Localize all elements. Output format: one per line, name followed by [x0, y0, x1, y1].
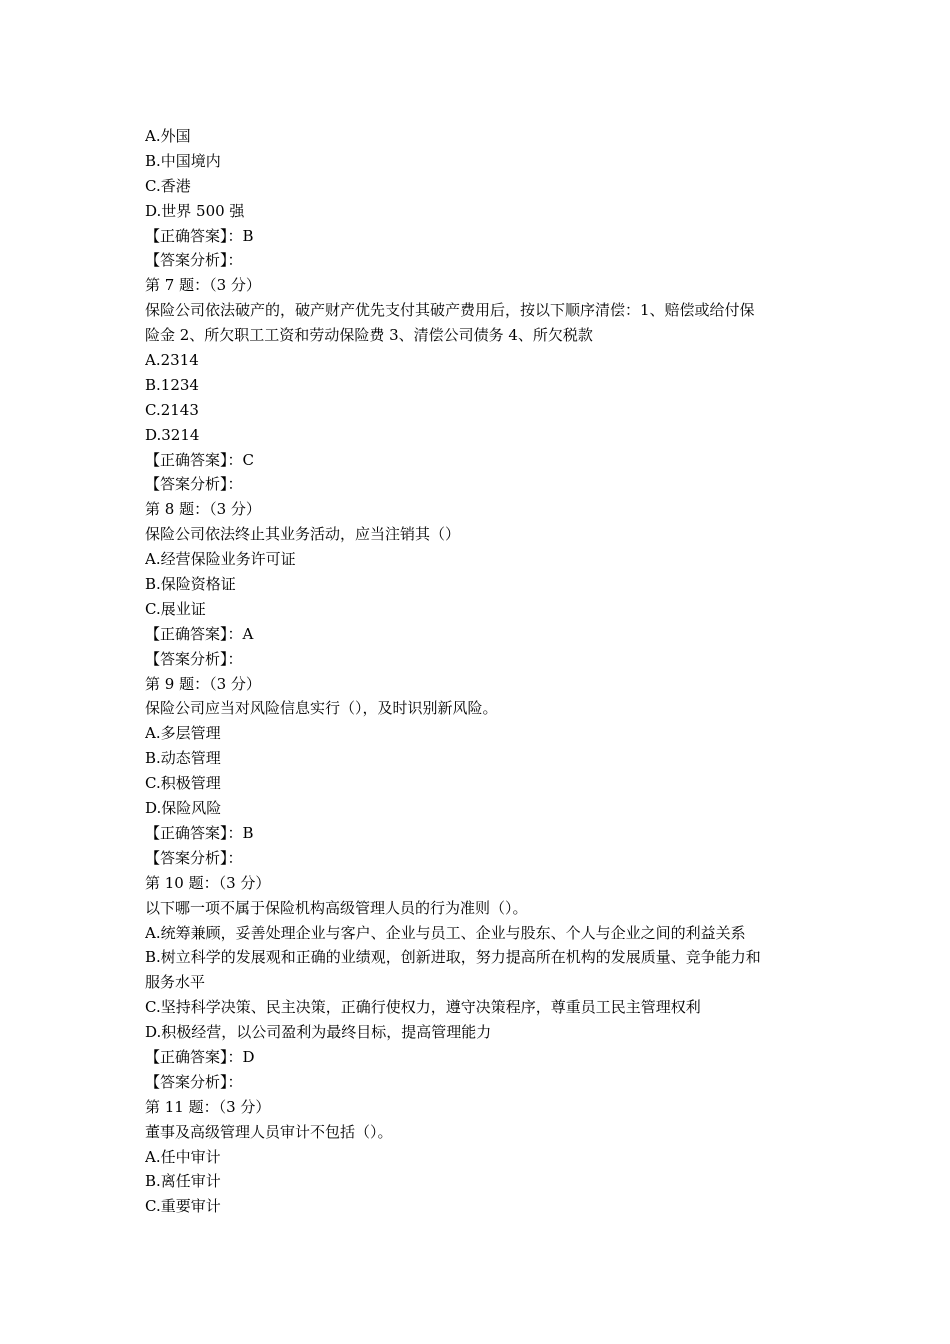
text-line: 第 7 题：（3 分） — [145, 276, 261, 295]
text-line: 【正确答案】：D — [145, 1047, 255, 1066]
text-line: A.经营保险业务许可证 — [145, 550, 296, 569]
text-line: 【答案分析】： — [145, 251, 243, 270]
text-line: 董事及高级管理人员审计不包括（）。 — [145, 1122, 393, 1141]
text-line: A.任中审计 — [145, 1147, 221, 1166]
text-line: C.重要审计 — [145, 1197, 221, 1216]
text-line: D.3214 — [145, 425, 200, 444]
text-line: C.坚持科学决策、民主决策，正确行使权力，遵守决策程序，尊重员工民主管理权利 — [145, 998, 701, 1017]
text-line: 第 9 题：（3 分） — [145, 674, 261, 693]
text-line: D.世界 500 强 — [145, 201, 245, 220]
text-line: 第 11 题：（3 分） — [145, 1097, 271, 1116]
text-line: C.积极管理 — [145, 774, 221, 793]
text-line: 【正确答案】：A — [145, 624, 254, 643]
text-line: B.中国境内 — [145, 151, 221, 170]
text-line: 以下哪一项不属于保险机构高级管理人员的行为准则（）。 — [145, 898, 528, 917]
text-line: 【正确答案】：B — [145, 823, 254, 842]
text-line: 保险公司依法终止其业务活动，应当注销其（） — [145, 525, 461, 544]
text-line: 保险公司依法破产的，破产财产优先支付其破产费用后，按以下顺序清偿：1、赔偿或给付保 — [145, 301, 755, 320]
text-line: 服务水平 — [145, 973, 206, 992]
text-line: C.香港 — [145, 176, 191, 195]
text-line: A.多层管理 — [145, 724, 221, 743]
document-body — [145, 124, 815, 1219]
text-line: B.离任审计 — [145, 1172, 221, 1191]
text-line: B.保险资格证 — [145, 575, 236, 594]
text-line: D.积极经营，以公司盈利为最终目标，提高管理能力 — [145, 1023, 492, 1042]
text-line: B.动态管理 — [145, 749, 221, 768]
text-line: B.1234 — [145, 375, 199, 394]
text-line: 【答案分析】： — [145, 649, 243, 668]
text-line: D.保险风险 — [145, 799, 222, 818]
text-line: B.树立科学的发展观和正确的业绩观，创新进取，努力提高所在机构的发展质量、竞争能力和 — [145, 948, 761, 967]
text-line: 【答案分析】： — [145, 475, 243, 494]
text-line: A.外国 — [145, 127, 191, 145]
text-line: 保险公司应当对风险信息实行（），及时识别新风险。 — [145, 699, 498, 718]
text-line: 【答案分析】： — [145, 848, 243, 867]
text-line: C.2143 — [145, 400, 199, 419]
text-line: 【答案分析】： — [145, 1072, 243, 1091]
text-line: 第 8 题：（3 分） — [145, 500, 261, 519]
text-line: C.展业证 — [145, 599, 206, 618]
text-line: A.2314 — [145, 351, 199, 370]
text-line: 第 10 题：（3 分） — [145, 873, 271, 892]
text-line: A.统筹兼顾，妥善处理企业与客户、企业与员工、企业与股东、个人与企业之间的利益关系 — [145, 923, 746, 942]
text-line: 险金 2、所欠职工工资和劳动保险费 3、清偿公司债务 4、所欠税款 — [145, 326, 593, 345]
text-line: 【正确答案】：C — [145, 450, 254, 469]
text-line: 【正确答案】：B — [145, 226, 254, 245]
